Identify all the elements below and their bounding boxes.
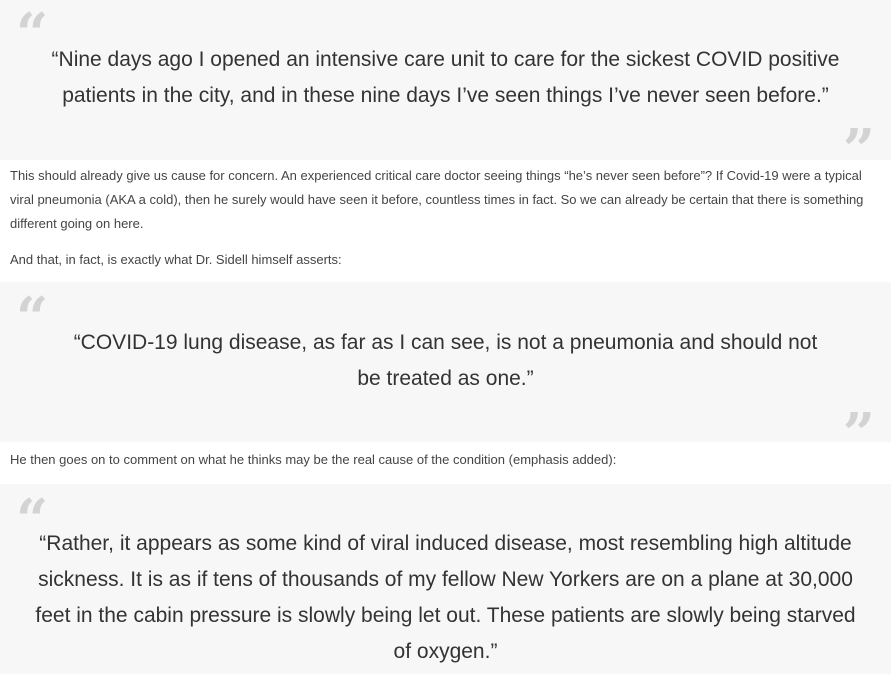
paragraph-concern: This should already give us cause for concern. An experienced critical care doctor seeing things “he’s never seen before”? If Covid-19 were a typical viral pneumonia (AKA a cold), then he surely would have seen it before, countless times in fact. So we can already be certain that there is something different going on here. bbox=[10, 168, 864, 231]
close-quote-icon: ” bbox=[842, 401, 875, 467]
quote-text-2: “COVID-19 lung disease, as far as I can see, is not a pneumonia and should not be treated as one.” bbox=[73, 331, 818, 390]
close-quote-icon: ” bbox=[842, 117, 875, 183]
blockquote-3 bbox=[0, 484, 891, 674]
blockquote-1 bbox=[0, 0, 891, 183]
open-quote-icon: “ bbox=[16, 487, 49, 553]
quote-text-1: “Nine days ago I opened an intensive care unit to care for the sickest COVID positive patients in the city, and in these nine days I’ve seen things I’ve never seen before.” bbox=[51, 48, 840, 107]
open-quote-icon: “ bbox=[16, 1, 49, 67]
paragraph-real-cause: He then goes on to comment on what he thinks may be the real cause of the condition (emphasis added): bbox=[10, 452, 617, 467]
quote-text-3: “Rather, it appears as some kind of viral induced disease, most resembling high altitude sickness. It is as if tens of thousands of my fellow New Yorkers are on a plane at 30,000 feet in the cabin pressure is slowly being let out. These patients are slowly being starved of oxygen.” bbox=[35, 532, 856, 663]
paragraph-sidell-asserts: And that, in fact, is exactly what Dr. Sidell himself asserts: bbox=[10, 252, 342, 267]
open-quote-icon: “ bbox=[16, 285, 49, 351]
